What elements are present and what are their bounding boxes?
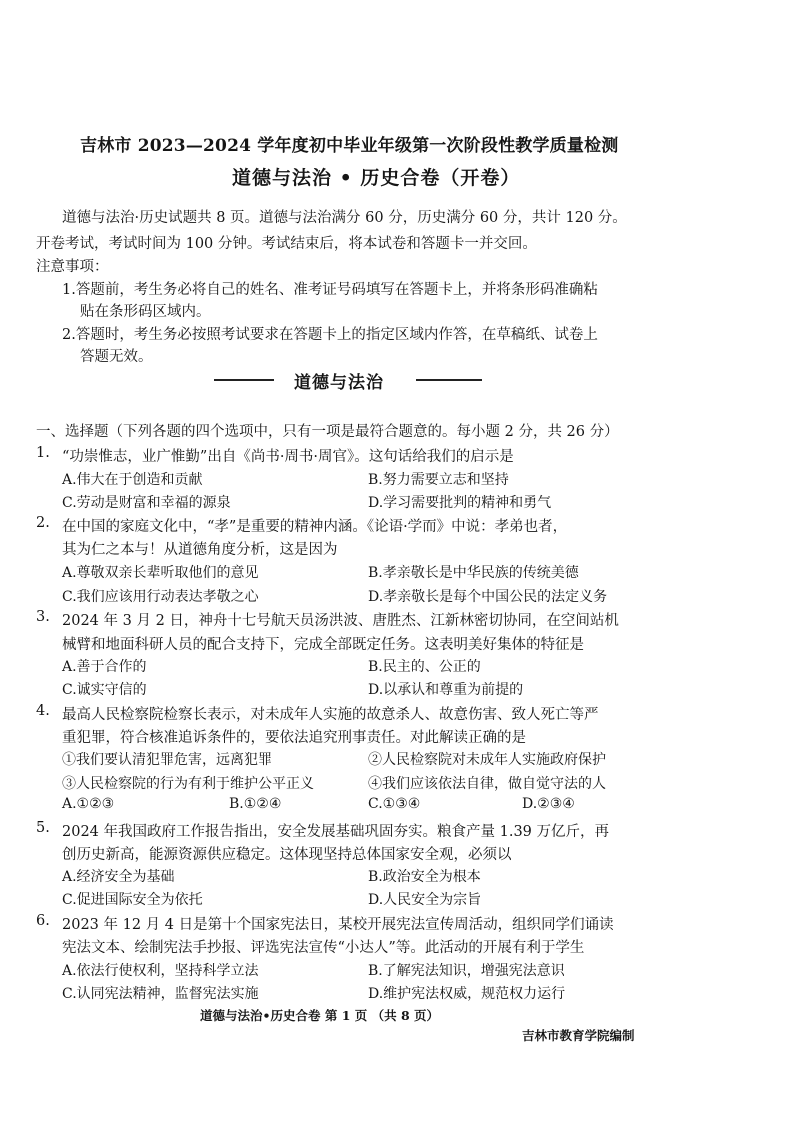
q6-option-c: C.认同宪法精神，监督宪法实施	[62, 986, 259, 1002]
part1-heading: 一、选择题（下列各题的四个选项中，只有一项是最符合题意的。每小题 2 分，共 26 分）	[36, 424, 619, 440]
q5-option-b: B.政治安全为根本	[368, 869, 481, 885]
note-1-line-2: 贴在条形码区域内。	[80, 304, 211, 320]
q4-option-b: B.①②④	[229, 796, 282, 812]
q2-stem-line-1: 在中国的家庭文化中，“孝”是重要的精神内涵。《论语·学而》中说：孝弟也者，	[62, 519, 568, 535]
q2-stem-line-2: 其为仁之本与！从道德角度分析，这是因为	[62, 542, 338, 558]
note-2-line-2: 答题无效。	[80, 349, 153, 365]
exam-subtitle: 道德与法治 • 历史合卷（开卷）	[232, 167, 521, 189]
q3-stem-line-1: 2024 年 3 月 2 日，神舟十七号航天员汤洪波、唐胜杰、江新林密切协同，在空间站机	[62, 613, 619, 629]
q4-stem-line-1: 最高人民检察院检察长表示，对未成年人实施的故意杀人、故意伤害、致人死亡等严	[62, 707, 599, 723]
q6-stem-line-2: 宪法文本、绘制宪法手抄报、评选宪法宣传“小达人”等。此活动的开展有利于学生	[62, 940, 585, 956]
q3-option-d: D.以承认和尊重为前提的	[368, 682, 524, 698]
q2-number: 2.	[36, 515, 50, 531]
note-2-line-1: 2.答题时，考生务必按照考试要求在答题卡上的指定区域内作答，在草稿纸、试卷上	[62, 327, 598, 343]
q4-statement-4: ④我们应该依法自律，做自觉守法的人	[368, 776, 606, 792]
q5-stem-line-1: 2024 年我国政府工作报告指出，安全发展基础巩固夯实。粮食产量 1.39 万亿斤，再	[62, 824, 610, 840]
q2-option-a: A.尊敬双亲长辈听取他们的意见	[62, 565, 259, 581]
q3-number: 3.	[36, 609, 50, 625]
footer-page-info: 道德与法治•历史合卷 第 1 页 （共 8 页）	[200, 1008, 439, 1023]
q4-option-c: C.①③④	[368, 796, 421, 812]
q4-statement-2: ②人民检察院对未成年人实施政府保护	[368, 752, 606, 768]
note-1-line-1: 1.答题前，考生务必将自己的姓名、准考证号码填写在答题卡上，并将条形码准确粘	[62, 282, 598, 298]
q4-number: 4.	[36, 703, 50, 719]
q6-stem-line-1: 2023 年 12 月 4 日是第十个国家宪法日，某校开展宪法宣传周活动，组织同学们诵读	[62, 917, 614, 933]
intro-line-2: 开卷考试，考试时间为 100 分钟。考试结束后，将本试卷和答题卡一并交回。	[36, 236, 537, 252]
q5-stem-line-2: 创历史新高，能源资源供应稳定。这体现坚持总体国家安全观，必须以	[62, 847, 512, 863]
q1-option-c: C.劳动是财富和幸福的源泉	[62, 495, 231, 511]
q3-option-a: A.善于合作的	[62, 659, 147, 675]
intro-line-1: 道德与法治·历史试题共 8 页。道德与法治满分 60 分，历史满分 60 分，共计 120 分。	[62, 210, 627, 226]
q6-number: 6.	[36, 913, 50, 929]
q5-option-c: C.促进国际安全为依托	[62, 892, 203, 908]
q1-number: 1.	[36, 445, 50, 461]
q1-stem: “功崇惟志，业广惟勤”出自《尚书·周书·周官》。这句话给我们的启示是	[62, 449, 514, 465]
q4-statement-3: ③人民检察院的行为有利于维护公平正义	[62, 776, 314, 792]
q2-option-c: C.我们应该用行动表达孝敬之心	[62, 589, 259, 605]
q5-number: 5.	[36, 820, 50, 836]
q2-option-d: D.孝亲敬长是每个中国公民的法定义务	[368, 589, 608, 605]
exam-title: 吉林市 2023—2024 学年度初中毕业年级第一次阶段性教学质量检测	[80, 136, 619, 156]
q2-option-b: B.孝亲敬长是中华民族的传统美德	[368, 565, 579, 581]
q4-option-a: A.①②③	[62, 796, 115, 812]
q4-stem-line-2: 重犯罪，符合核准追诉条件的，要依法追究刑事责任。对此解读正确的是	[62, 730, 526, 746]
q1-option-a: A.伟大在于创造和贡献	[62, 472, 203, 488]
section-rule-right	[416, 379, 482, 381]
footer-publisher: 吉林市教育学院编制	[522, 1028, 635, 1043]
q1-option-d: D.学习需要批判的精神和勇气	[368, 495, 552, 511]
section-rule-left	[214, 379, 274, 381]
q5-option-a: A.经济安全为基础	[62, 869, 175, 885]
q3-option-b: B.民主的、公正的	[368, 659, 481, 675]
q3-stem-line-2: 械臂和地面科研人员的配合支持下，完成全部既定任务。这表明美好集体的特征是	[62, 637, 584, 653]
q6-option-a: A.依法行使权利，坚持科学立法	[62, 963, 259, 979]
q5-option-d: D.人民安全为宗旨	[368, 892, 482, 908]
section-title: 道德与法治	[294, 373, 384, 393]
q4-statement-1: ①我们要认清犯罪危害，远离犯罪	[62, 752, 272, 768]
q3-option-c: C.诚实守信的	[62, 682, 147, 698]
q6-option-b: B.了解宪法知识，增强宪法意识	[368, 963, 565, 979]
q6-option-d: D.维护宪法权威，规范权力运行	[368, 986, 566, 1002]
q1-option-b: B.努力需要立志和坚持	[368, 472, 509, 488]
notes-label: 注意事项：	[36, 259, 109, 275]
q4-option-d: D.②③④	[522, 796, 575, 812]
